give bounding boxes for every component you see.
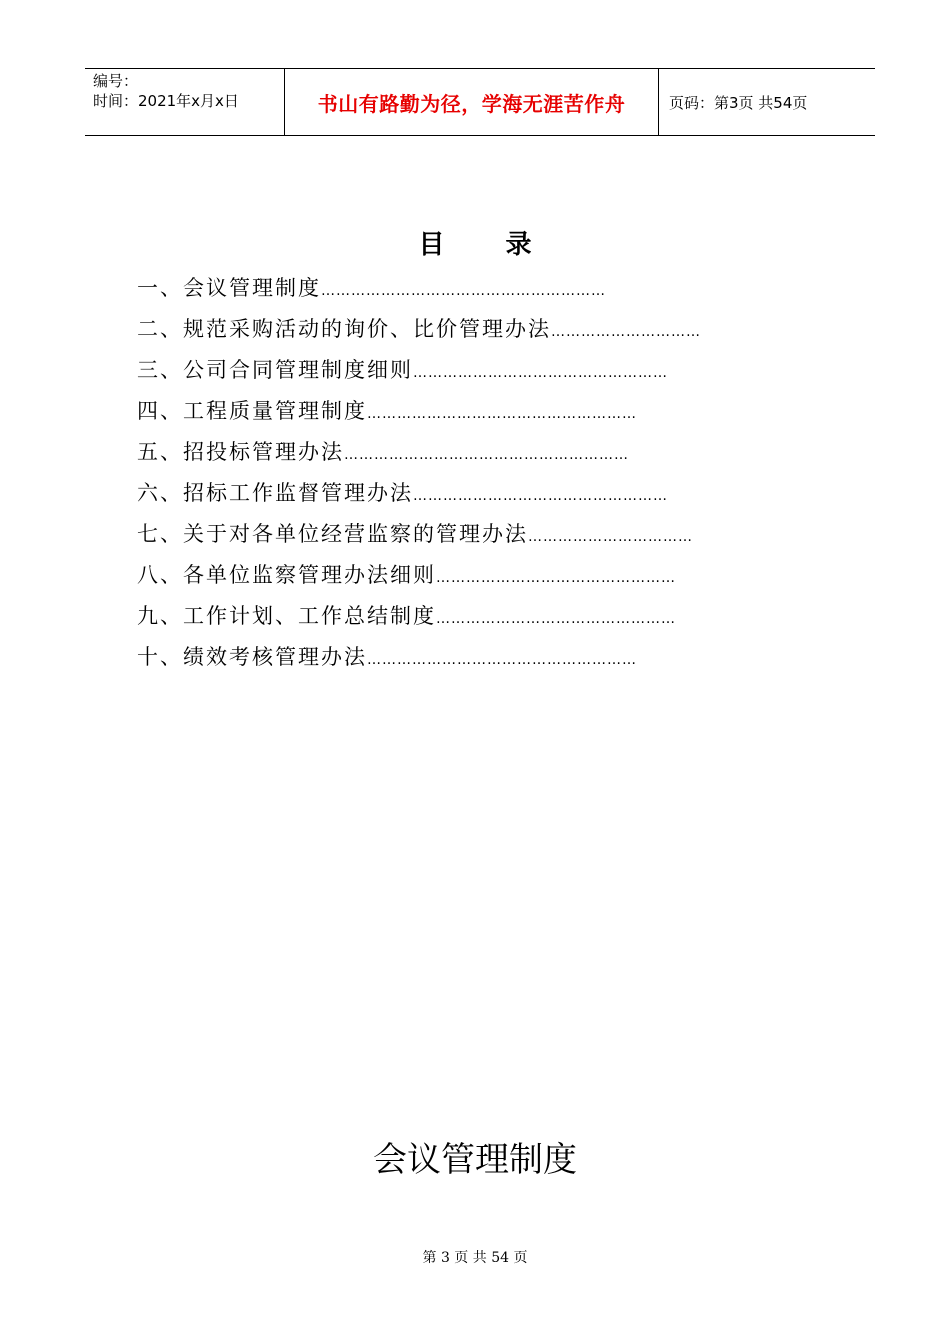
- toc-item[interactable]: [137, 354, 817, 395]
- header-number-label: 编号：: [93, 72, 139, 90]
- toc-item-label: 六、招标工作监督管理办法: [137, 481, 413, 505]
- toc-leader: …………………………………………: [436, 611, 676, 627]
- toc-item[interactable]: [137, 559, 817, 600]
- toc-item-label: 三、公司合同管理制度细则: [137, 358, 413, 382]
- page-header: [85, 68, 875, 136]
- toc-leader: ……………………………………………: [413, 365, 668, 381]
- toc-item[interactable]: [137, 395, 817, 436]
- toc-item-label: 八、各单位监察管理办法细则: [137, 563, 436, 587]
- toc-leader: …………………………………………………: [344, 447, 629, 463]
- toc-item-label: 十、绩效考核管理办法: [137, 645, 367, 669]
- toc-item[interactable]: [137, 477, 817, 518]
- toc-item[interactable]: [137, 600, 817, 641]
- toc-item-label: 一、会议管理制度: [137, 276, 321, 300]
- section-title: 会议管理制度: [373, 1140, 577, 1180]
- toc-item-label: 二、规范采购活动的询价、比价管理办法: [137, 317, 551, 341]
- toc-item-label: 七、关于对各单位经营监察的管理办法: [137, 522, 528, 546]
- toc-leader: ………………………………………………: [367, 406, 637, 422]
- header-motto: 书山有路勤为径，学海无涯苦作舟: [285, 69, 659, 135]
- toc-item-label: 四、工程质量管理制度: [137, 399, 367, 423]
- toc-leader: ………………………………………………: [367, 652, 637, 668]
- toc-item[interactable]: [137, 436, 817, 477]
- page-footer: 第 3 页 共 54 页: [422, 1250, 528, 1266]
- toc-item[interactable]: [137, 272, 817, 313]
- header-meta: [85, 69, 285, 135]
- table-of-contents: [137, 272, 817, 682]
- header-date: 时间：2021年x月x日: [93, 92, 239, 110]
- toc-leader: …………………………………………: [436, 570, 676, 586]
- header-page-info: 页码：第3页 共54页: [669, 93, 808, 112]
- toc-title: 目 录: [418, 230, 558, 260]
- toc-leader: …………………………………………………: [321, 283, 606, 299]
- toc-item[interactable]: [137, 641, 817, 682]
- toc-leader: ……………………………………………: [413, 488, 668, 504]
- toc-item[interactable]: [137, 518, 817, 559]
- toc-item-label: 九、工作计划、工作总结制度: [137, 604, 436, 628]
- toc-leader: ……………………………: [528, 529, 693, 545]
- toc-leader: …………………………: [551, 324, 701, 340]
- toc-item-label: 五、招投标管理办法: [137, 440, 344, 464]
- toc-item[interactable]: [137, 313, 817, 354]
